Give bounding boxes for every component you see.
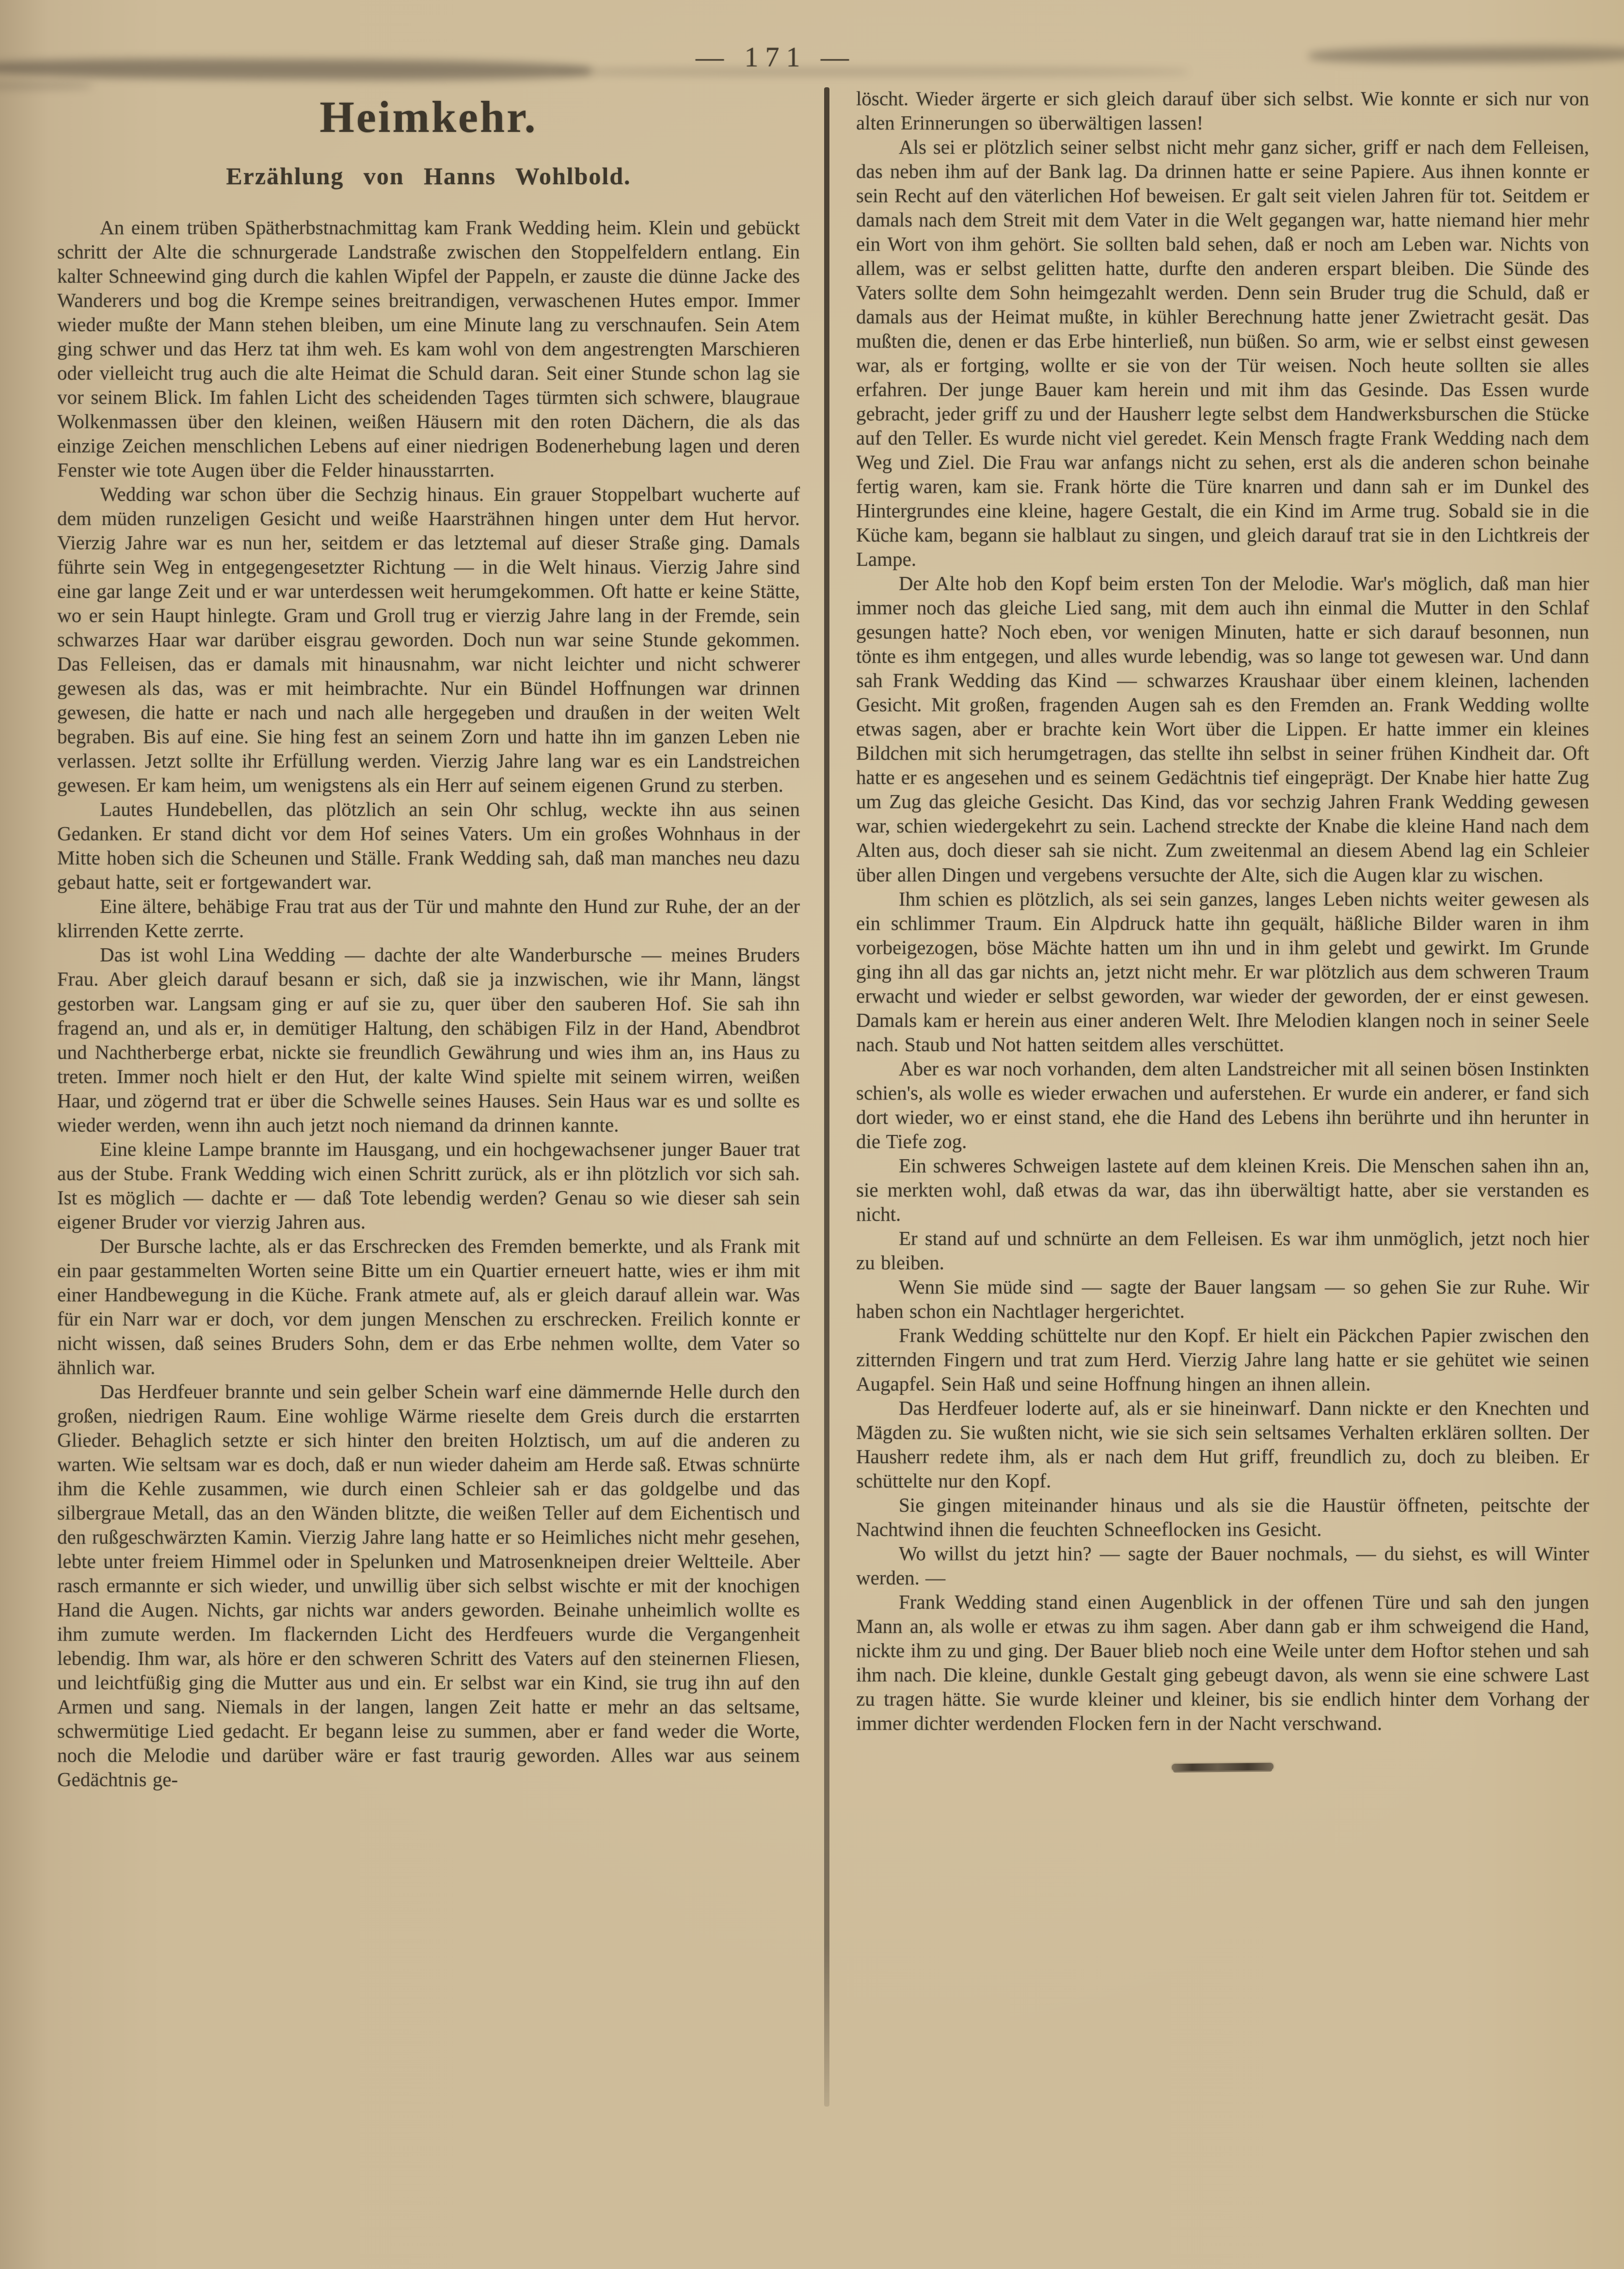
paragraph: Aber es war noch vorhanden, dem alten Landstreicher mit all seinen bösen Instinkten schien's, als wolle es wieder erwachen und auferstehen. Er wurde ein anderer, er fand sich dort wieder, wo er einst stand, ehe die Hand des Lebens ihn berührte und ihn herunter in die Tiefe zog. — [856, 1057, 1589, 1152]
paragraph: Der Bursche lachte, als er das Erschrecken des Fremden bemerkte, und als Frank mit ein paar gestammelten Worten seine Bitte um ein Quartier erneuert hatte, wies er ihm mit einer Handbewegung in die Küche. Frank atmete auf, als er gleich darauf allein war. Was für ein Narr war er doch, vor dem jungen Menschen zu erschrecken. Freilich konnte er nicht wissen, daß seines Bruders Sohn, dem er das Erbe nehmen wollte, dem Vater so ähnlich war. — [57, 1234, 800, 1378]
paragraph: Frank Wedding schüttelte nur den Kopf. Er hielt ein Päckchen Papier zwischen den zitternden Fingern und trat zum Herd. Vierzig Jahre lang hatte er sie gehütet wie seinen Augapfel. Sein Haß und seine Hoffnung hingen an ihnen allein. — [856, 1324, 1589, 1395]
paragraph: löscht. Wieder ärgerte er sich gleich darauf über sich selbst. Wie konnte er sich nur von alten Erinnerungen so überwältigen lassen! — [856, 87, 1589, 134]
page-number: — 171 — — [696, 41, 856, 73]
article-subtitle: Erzählung von Hanns Wohlbold. — [226, 162, 631, 190]
paragraph: Das Herdfeuer loderte auf, als er sie hineinwarf. Dann nickte er den Knechten und Mägden zu. Sie wußten nicht, wie sie sich sein seltsames Verhalten erklären sollten. Der Hausherr redete ihm, als er nach dem Hut griff, freundlich zu, doch zu bleiben. Er schüttelte nur den Kopf. — [856, 1396, 1589, 1492]
paragraph: Das ist wohl Lina Wedding — dachte der alte Wanderbursche — meines Bruders Frau. Aber gleich darauf besann er sich, daß sie ja inzwischen, wie ihr Mann, längst gestorben war. Langsam ging er auf sie zu, quer über den sauberen Hof. Sie sah ihn fragend an, und als er, in demütiger Haltung, den schäbigen Filz in der Hand, Abendbrot und Nachtherberge erbat, nickte sie freundlich Gewährung und wies ihm an, ins Haus zu treten. Immer noch hielt er den Hut, der kalte Wind spielte mit seinem wirren, weißen Haar, und zögernd trat er über die Schwelle seines Hauses. Sein Haus war es und sollte es wieder werden, wenn ihn auch jetzt noch niemand da drinnen kannte. — [57, 943, 800, 1136]
article-title: Heimkehr. — [319, 92, 538, 142]
column-divider-rule — [824, 87, 829, 2107]
paragraph: Er stand auf und schnürte an dem Felleisen. Es war ihm unmöglich, jetzt noch hier zu bleiben. — [856, 1227, 1589, 1274]
paragraph: Eine kleine Lampe brannte im Hausgang, und ein hochgewachsener junger Bauer trat aus der Stube. Frank Wedding wich einen Schritt zurück, als er ihn plötzlich vor sich sah. Ist es möglich — dachte er — daß Tote lebendig werden? Genau so wie dieser sah sein eigener Bruder vor vierzig Jahren aus. — [57, 1137, 800, 1233]
paragraph: Das Herdfeuer brannte und sein gelber Schein warf eine dämmernde Helle durch den großen, niedrigen Raum. Eine wohlige Wärme rieselte dem Greis durch die erstarrten Glieder. Behaglich setzte er sich hinter den breiten Holztisch, um auf die anderen zu warten. Wie seltsam war es doch, daß er nun wieder daheim am Herde saß. Etwas schnürte ihm die Kehle zusammen, wie durch einen Schleier sah er das goldgelbe und das silbergraue Metall, das an den Wänden blitzte, die weißen Teller auf dem Eichentisch und den rußgeschwärzten Kamin. Vierzig Jahre lang hatte er so Heimliches nicht mehr gesehen, lebte unter freiem Himmel oder in Spelunken und Matrosenkneipen dreier Weltteile. Aber rasch ermannte er sich wieder, und unwillig über sich selbst wischte er mit der knochigen Hand die Augen. Nichts, gar nichts war anders geworden. Beinahe unheimlich wollte es ihm zumute werden. Im flackernden Licht des Herdfeuers wurde die Vergangenheit lebendig. Ihm war, als höre er den schweren Schritt des Vaters auf den steinernen Fliesen, und leichtfüßig ging die Mutter aus und ein. Er selbst war ein Kind, sie trug ihn auf den Armen und sang. Niemals in der langen, langen Zeit hatte er mehr an das seltsame, schwermütige Lied gedacht. Er begann leise zu summen, aber er fand weder die Worte, noch die Melodie und darüber wäre er fast traurig geworden. Alles war aus seinem Gedächtnis ge- — [57, 1380, 800, 1790]
left-column — [57, 86, 800, 1791]
paragraph: Eine ältere, behäbige Frau trat aus der Tür und mahnte den Hund zur Ruhe, der an der klirrenden Kette zerrte. — [57, 895, 800, 942]
paragraph: Als sei er plötzlich seiner selbst nicht mehr ganz sicher, griff er nach dem Felleisen, das neben ihm auf der Bank lag. Da drinnen hatte er seine Papiere. Aus ihnen konnte er sein Recht auf den väterlichen Hof beweisen. Er galt seit vielen Jahren für tot. Seitdem er damals nach dem Streit mit dem Vater in die Welt gegangen war, hatte niemand hier mehr ein Wort von ihm gehört. Sie sollten bald sehen, daß er noch am Leben war. Nichts von allem, was er selbst gelitten hatte, durfte den anderen erspart bleiben. Die Sünde des Vaters sollte dem Sohn heimgezahlt werden. Denn sein Bruder trug die Schuld, daß er damals aus der Heimat mußte, in kühler Berechnung hatte jener Zwietracht gesät. Das mußten die, denen er das Erbe hinterließ, nun büßen. So arm, wie er selbst einst gewesen war, als er fortging, wollte er sie von der Tür weisen. Noch heute sollten sie alles erfahren. Der junge Bauer kam herein und mit ihm das Gesinde. Das Essen wurde gebracht, jeder griff zu und der Hausherr legte selbst dem Handwerksburschen die Stücke auf den Teller. Es wurde nicht viel geredet. Kein Mensch fragte Frank Wedding nach dem Weg und Ziel. Die Frau war anfangs nicht zu sehen, erst als die anderen schon beinahe fertig waren, kam sie. Frank hörte die Türe knarren und dann sah er im Dunkel des Hintergrundes eine kleine, hagere Gestalt, die ein Kind im Arme trug. Sobald sie in die Küche kam, begann sie halblaut zu singen, und gleich darauf trat sie in den Lichtkreis der Lampe. — [856, 136, 1589, 571]
paragraph: Sie gingen miteinander hinaus und als sie die Haustür öffneten, peitschte der Nachtwind ihnen die feuchten Schneeflocken ins Gesicht. — [856, 1493, 1589, 1540]
paragraph: Frank Wedding stand einen Augenblick in der offenen Türe und sah den jungen Mann an, als wolle er etwas zu ihm sagen. Aber dann gab er ihm schweigend die Hand, nickte ihm zu und ging. Der Bauer blieb noch eine Weile unter dem Hoftor stehen und sah ihm nach. Die kleine, dunkle Gestalt ging gebeugt davon, als wenn sie eine schwere Last zu tragen hätte. Sie wurde kleiner und kleiner, bis sie endlich hinter dem Vorhang der immer dichter werdenden Flocken fern in der Nacht verschwand. — [856, 1590, 1589, 1735]
paragraph: Wo willst du jetzt hin? — sagte der Bauer nochmals, — du siehst, es will Winter werden. — — [856, 1542, 1589, 1589]
paragraph: Wedding war schon über die Sechzig hinaus. Ein grauer Stoppelbart wucherte auf dem müden runzeligen Gesicht und weiße Haarsträhnen hingen unter dem Hut hervor. Vierzig Jahre war es nun her, seitdem er das letztemal auf dieser Straße ging. Damals führte sein Weg in entgegengesetzter Richtung — in die Welt hinaus. Vierzig Jahre sind eine gar lange Zeit und er war unterdessen weit herumgekommen. Oft hatte er keine Stätte, wo er sein Haupt hinlegte. Gram und Groll trug er vierzig Jahre lang in der Fremde, sein schwarzes Haar war darüber eisgrau geworden. Doch nun war seine Stunde gekommen. Das Felleisen, das er damals mit hinausnahm, war nicht leichter und nicht schwerer gewesen als das, was er mit heimbrachte. Nur ein Bündel Hoffnungen war drinnen gewesen, die hatte er nach und nach alle hergegeben und draußen in der weiten Welt begraben. Bis auf eine. Sie hing fest an seinem Zorn und hatte ihn im ganzen Leben nie verlassen. Jetzt sollte ihr Erfüllung werden. Vierzig Jahre lang war es ein Landstreichen gewesen. Er kam heim, um wenigstens als ein Herr auf seinem eigenen Grund zu sterben. — [57, 483, 800, 797]
paragraph: Der Alte hob den Kopf beim ersten Ton der Melodie. War's möglich, daß man hier immer noch das gleiche Lied sang, mit dem auch ihn einmal die Mutter in den Schlaf gesungen hatte? Noch eben, vor wenigen Minuten, hatte er sich darauf besonnen, nun tönte es ihm entgegen, und alles wurde lebendig, was so lange tot gewesen war. Und dann sah Frank Wedding das Kind — schwarzes Kraushaar über einem kleinen, lachenden Gesicht. Mit großen, fragenden Augen sah es den Fremden an. Frank Wedding wollte etwas sagen, aber er brachte kein Wort über die Lippen. Er hatte immer ein kleines Bildchen mit sich herumgetragen, das stellte ihn selbst in seiner frühen Kindheit dar. Oft hatte er es angesehen und es seinem Gedächtnis tief eingeprägt. Der Knabe hier hatte Zug um Zug das gleiche Gesicht. Das Kind, das vor sechzig Jahren Frank Wedding gewesen war, schien wiedergekehrt zu sein. Lachend streckte der Knabe die kleine Hand nach dem Alten aus, doch dieser sah sie nicht. Zum zweitenmal an diesem Abend lag ein Schleier über allen Dingen und vergebens versuchte der Alte, sich die Augen klar zu wischen. — [856, 572, 1589, 886]
paragraph: An einem trüben Spätherbstnachmittag kam Frank Wedding heim. Klein und gebückt schritt der Alte die schnurgerade Landstraße zwischen den Stoppelfeldern entlang. Ein kalter Schneewind ging durch die kahlen Wipfel der Pappeln, er zauste die dünne Jacke des Wanderers und bog die Krempe seines breitrandigen, verwaschenen Hutes empor. Immer wieder mußte der Mann stehen bleiben, um eine Minute lang zu verschnaufen. Sein Atem ging schwer und das Herz tat ihm weh. Es kam wohl von dem angestrengten Marschieren oder vielleicht trug auch die alte Heimat die Schuld daran. Seit einer Stunde schon lag sie vor seinem Blick. Im fahlen Licht des scheidenden Tages türmten sich schwere, blaugraue Wolkenmassen über den kleinen, weißen Häusern mit den roten Dächern, die als das einzige Zeichen menschlichen Lebens auf einer niedrigen Bodenerhebung lagen und deren Fenster wie tote Augen über die Felder hinausstarrten. — [57, 216, 800, 481]
right-column — [856, 86, 1589, 1771]
paragraph: Wenn Sie müde sind — sagte der Bauer langsam — so gehen Sie zur Ruhe. Wir haben schon ein Nachtlager hergerichtet. — [856, 1275, 1589, 1322]
end-flourish-icon — [1172, 1763, 1274, 1771]
paragraph: Ihm schien es plötzlich, als sei sein ganzes, langes Leben nichts weiter gewesen als ein schlimmer Traum. Ein Alpdruck hatte ihn gequält, häßliche Bilder waren in ihm vorbeigezogen, böse Mächte hatten um ihn und in ihm gelebt und gewirkt. Im Grunde ging ihn all das gar nichts an, jetzt nicht mehr. Er war plötzlich aus dem schweren Traum erwacht und wieder er selbst geworden, war wieder der geworden, der er einst gewesen. Damals kam er herein aus einer anderen Welt. Ihre Melodien klangen noch in seiner Seele nach. Staub und Not hatten seitdem alles verschüttet. — [856, 887, 1589, 1055]
paragraph: Lautes Hundebellen, das plötzlich an sein Ohr schlug, weckte ihn aus seinen Gedanken. Er stand dicht vor dem Hof seines Vaters. Um ein großes Wohnhaus in der Mitte hoben sich die Scheunen und Ställe. Frank Wedding sah, daß man manches neu dazu gebaut hatte, seit er fortgewandert war. — [57, 798, 800, 894]
paragraph: Ein schweres Schweigen lastete auf dem kleinen Kreis. Die Menschen sahen ihn an, sie merkten wohl, daß etwas da war, das ihn überwältigt hatte, aber sie verstanden es nicht. — [856, 1154, 1589, 1225]
